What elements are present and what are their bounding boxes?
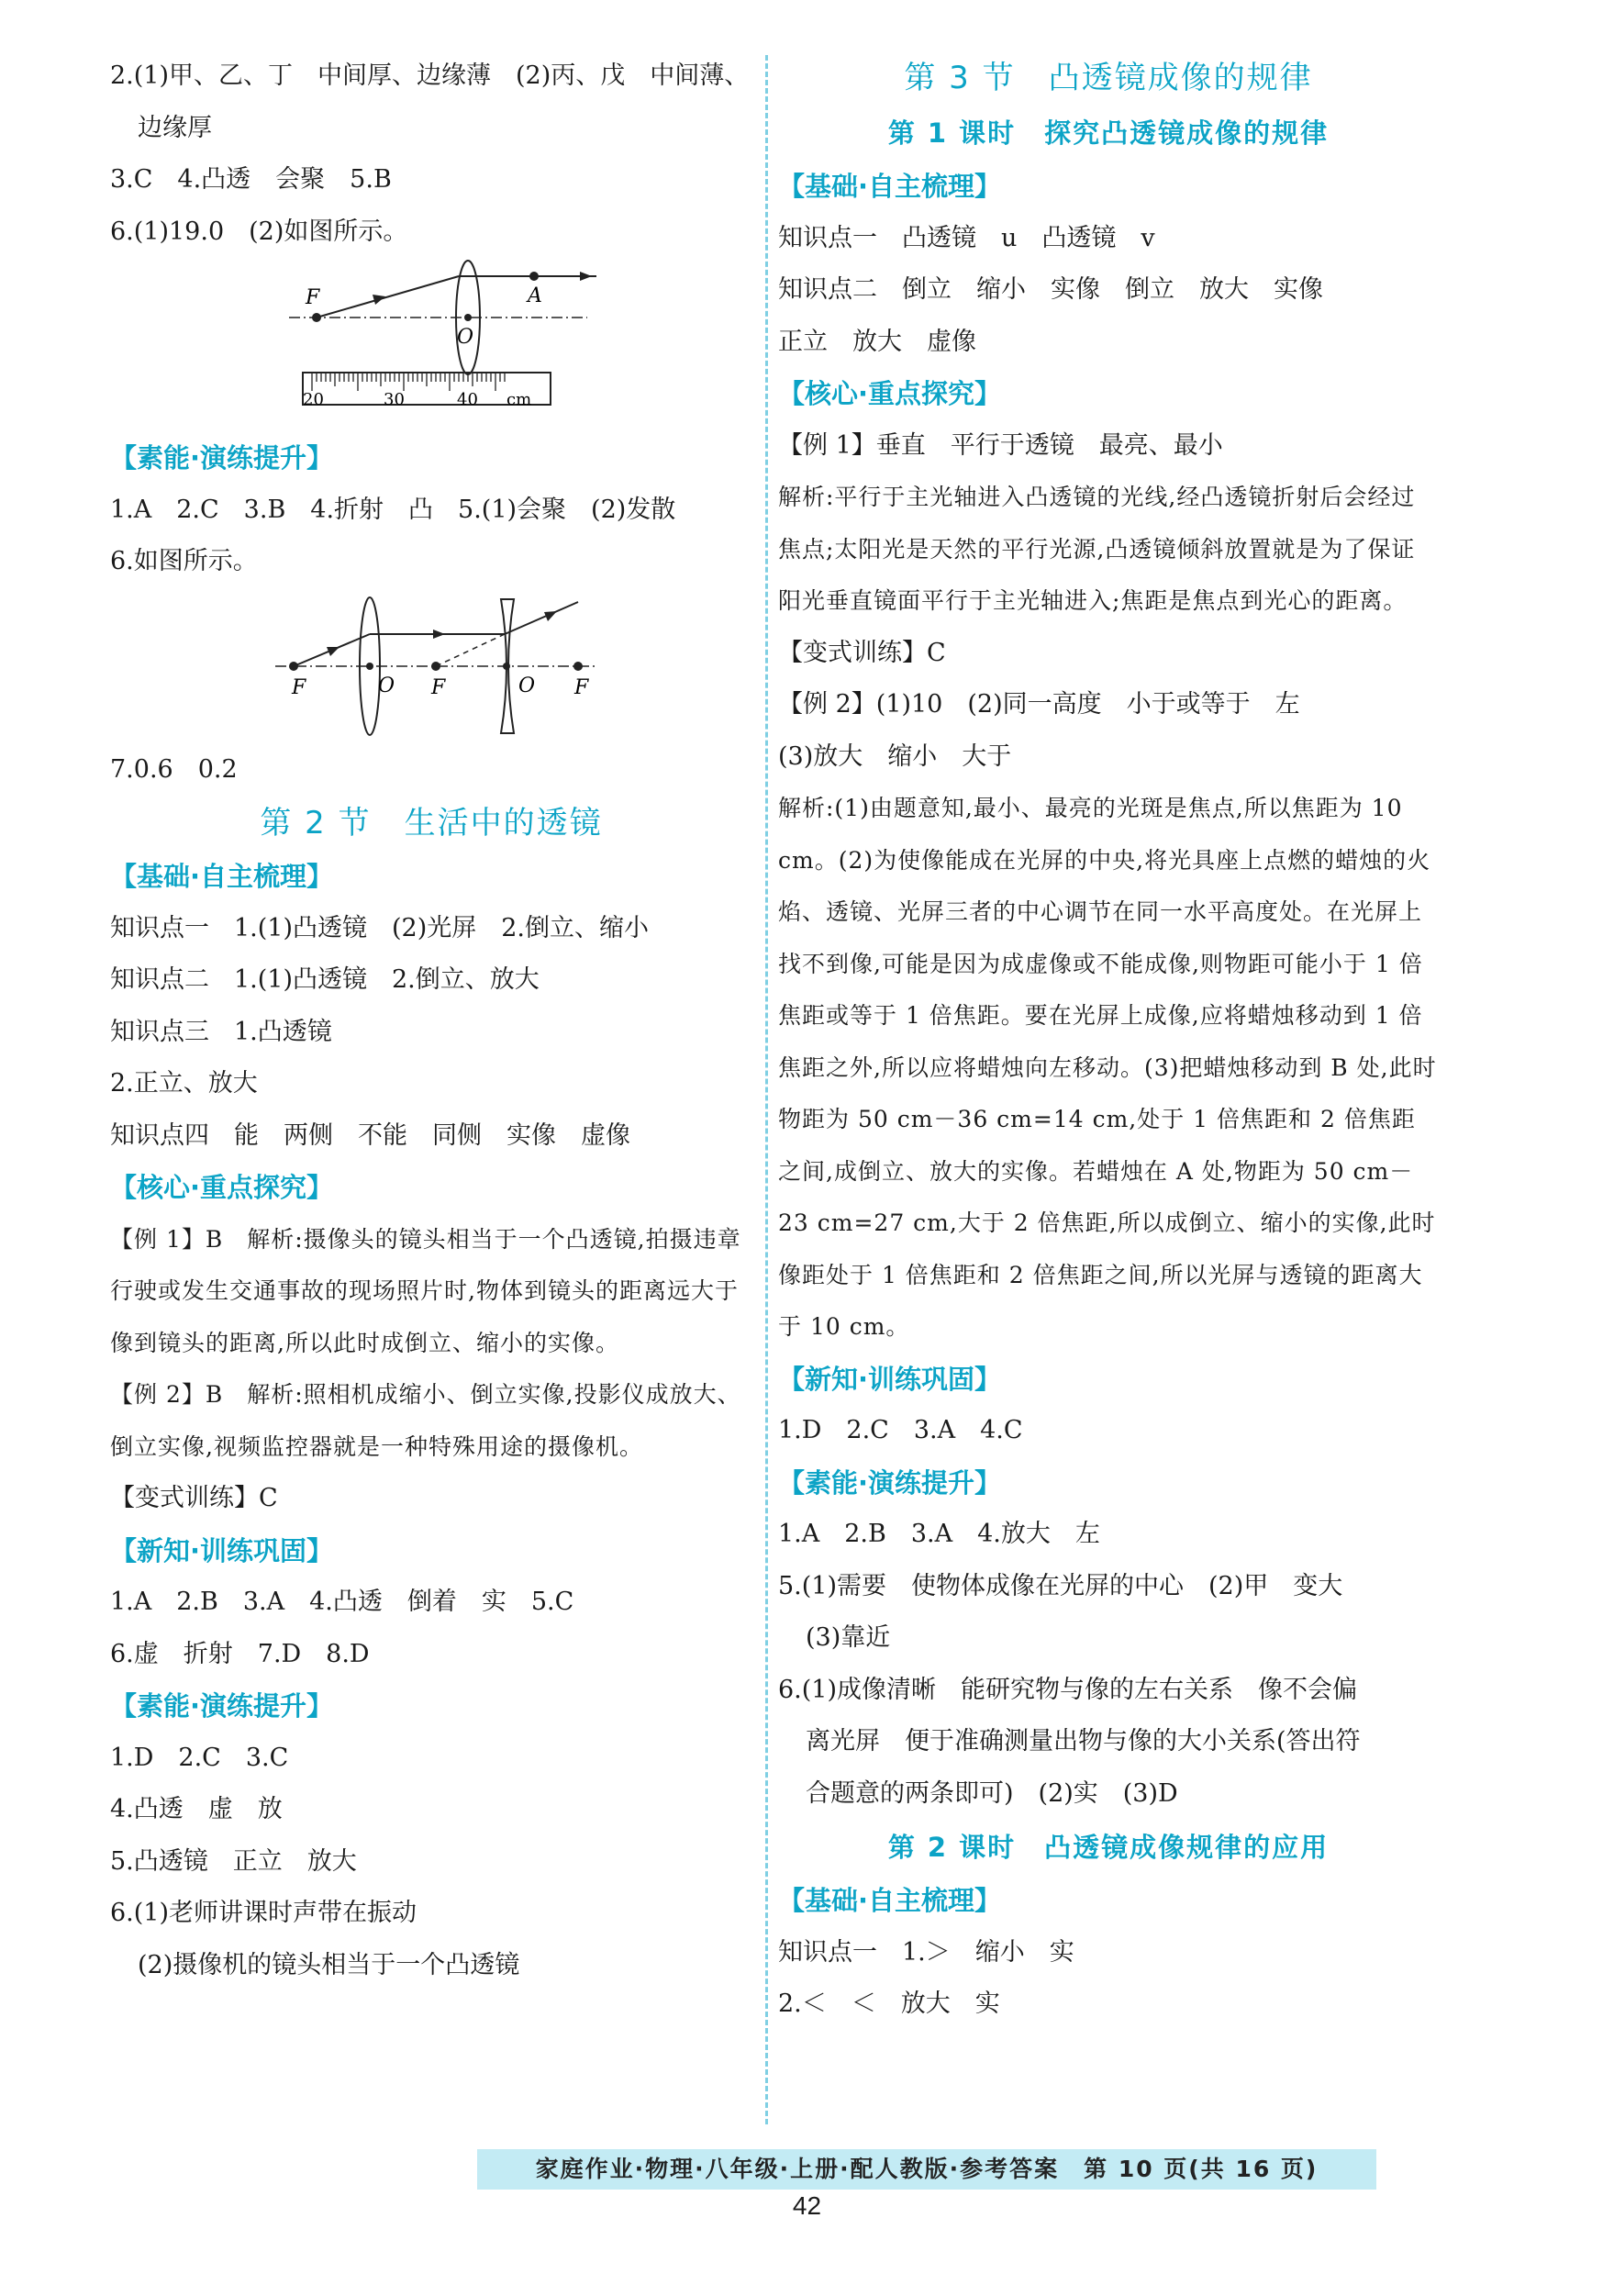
variant-answer: 【变式训练】C [778,638,946,667]
knowledge-point: 2.＜ ＜ 放大 实 [778,1989,1000,2018]
answer-line: 3.C 4.凸透 会聚 5.B [110,165,392,194]
knowledge-point: 知识点三 1.凸透镜 [110,1017,332,1046]
section-header-suneng: 【素能·演练提升】 [110,442,334,474]
knowledge-point: 正立 放大 虚像 [778,327,976,356]
section-header-jichu: 【基础·自主梳理】 [110,861,334,892]
lens-ruler-figure [110,258,752,432]
optical-center-label: O [457,326,474,349]
left-column [110,50,752,1991]
answer-line: 2.(1)甲、乙、丁 中间厚、边缘薄 (2)丙、戊 中间薄、 [110,61,750,90]
answer-line: 5.凸透镜 正立 放大 [110,1846,357,1876]
answer-line: 6.(1)19.0 (2)如图所示。 [110,217,408,246]
optical-center-label: O [378,674,395,697]
answer-line: (3)靠近 [806,1623,891,1652]
lesson-title: 第 2 课时 凸透镜成像规律的应用 [887,1832,1330,1863]
example-answer: 【例 2】(1)10 (2)同一高度 小于或等于 左 [778,690,1300,719]
ruler-tick-label: 20 [303,390,324,409]
answer-line: 4.凸透 虚 放 [110,1795,283,1823]
knowledge-point: 知识点二 1.(1)凸透镜 2.倒立、放大 [110,965,540,994]
section-header-jichu: 【基础·自主梳理】 [778,171,1002,202]
knowledge-point: 知识点一 1.＞ 缩小 实 [778,1937,1074,1967]
ruler-tick-label: 40 [457,390,478,409]
page-number: 42 [792,2191,822,2220]
focus-label: F [431,675,446,699]
example-analysis: 解析:(1)由题意知,最小、最亮的光斑是焦点,所以焦距为 10 cm。(2)为使像能成在光屏的中央,将光具座上点燃的蜡烛的火焰、透镜、光屏三者的中心调节在同一水平高度处。在光屏上找不到像,可能是因为成虚像或不能成像,则物距可能小于 1 倍焦距或等于 1 倍焦距。要在光屏上成像,应将蜡烛移动到 1 倍焦距之外,所以应将蜡烛向左移动。(3)把蜡烛移动到 B 处,此时物距为 50 cm－36 cm=14 cm,处于 1 倍焦距和 2 倍焦距之间,成倒立、放大的实像。若蜡烛在 A 处,物距为 50 cm－23 cm=27 cm,大于 2 倍焦距,所以成倒立、缩小的实像,此时像距处于 1 倍焦距和 2 倍焦距之间,所以光屏与透镜的距离大于 10 cm。 [778,795,1437,1340]
answer-line: 6.虚 折射 7.D 8.D [110,1639,370,1668]
answer-line: 离光屏 便于准确测量出物与像的大小关系(答出符 [806,1727,1361,1755]
point-a-label: A [528,284,542,307]
lens-combination-figure [110,588,752,744]
answer-line: 6.(1)成像清晰 能研究物与像的左右关系 像不会偏 [778,1675,1358,1704]
example-analysis: 解析:平行于主光轴进入凸透镜的光线,经凸透镜折射后会经过焦点;太阳光是天然的平行光源,凸透镜倾斜放置就是为了保证阳光垂直镜面平行于主光轴进入;焦距是焦点到光心的距离。 [778,484,1416,614]
section-header-hexin: 【核心·重点探究】 [778,378,1002,409]
optical-center-label: O [518,674,536,697]
answer-line: 6.如图所示。 [110,547,258,575]
answer-line: 1.A 2.B 3.A 4.放大 左 [778,1520,1100,1548]
answer-line: 6.(1)老师讲课时声带在振动 [110,1899,417,1927]
page-footer-banner: 家庭作业·物理·八年级·上册·配人教版·参考答案 第 10 页(共 16 页) [477,2149,1376,2190]
section-header-jichu: 【基础·自主梳理】 [778,1885,1002,1916]
answer-line: 1.A 2.C 3.B 4.折射 凸 5.(1)会聚 (2)发散 [110,495,676,524]
variant-answer: 【变式训练】C [110,1484,278,1512]
knowledge-point: 知识点一 凸透镜 u 凸透镜 v [778,223,1155,252]
knowledge-point: 知识点四 能 两侧 不能 同侧 实像 虚像 [110,1120,630,1150]
focus-label: F [574,675,589,699]
column-divider [765,55,768,2124]
answer-line: 1.A 2.B 3.A 4.凸透 倒着 实 5.C [110,1588,574,1616]
section-title: 第 2 节 生活中的透镜 [260,805,603,841]
example-answer: 【例 2】B 解析:照相机成缩小、倒立实像,投影仪成放大、倒立实像,视频监控器就是一种特殊用途的摄像机。 [110,1381,741,1460]
section-title: 第 3 节 凸透镜成像的规律 [904,60,1313,96]
focus-label: F [306,286,320,309]
section-header-hexin: 【核心·重点探究】 [110,1172,334,1203]
section-header-xinzhi: 【新知·训练巩固】 [110,1534,334,1566]
ruler-unit-label: cm [506,390,532,409]
answer-line: 边缘厚 [138,113,212,142]
section-header-xinzhi: 【新知·训练巩固】 [778,1363,1002,1395]
focus-label: F [292,675,306,699]
example-answer: (3)放大 缩小 大于 [778,741,1012,771]
knowledge-point: 2.正立、放大 [110,1069,258,1098]
answer-line: 合题意的两条即可) (2)实 (3)D [806,1778,1178,1808]
answer-line: 7.0.6 0.2 [110,754,238,784]
knowledge-point: 知识点二 倒立 缩小 实像 倒立 放大 实像 [778,275,1323,304]
section-header-suneng: 【素能·演练提升】 [110,1690,334,1722]
answer-line: 1.D 2.C 3.C [110,1743,289,1772]
answer-line: 1.D 2.C 3.A 4.C [778,1416,1023,1444]
section-header-suneng: 【素能·演练提升】 [778,1466,1002,1499]
answer-line: (2)摄像机的镜头相当于一个凸透镜 [138,1950,520,1979]
example-answer: 【例 1】垂直 平行于透镜 最亮、最小 [778,430,1223,460]
example-answer: 【例 1】B 解析:摄像头的镜头相当于一个凸透镜,拍摄违章行驶或发生交通事故的现场照片时,物体到镜头的距离远大于像到镜头的距离,所以此时成倒立、缩小的实像。 [110,1225,741,1356]
knowledge-point: 知识点一 1.(1)凸透镜 (2)光屏 2.倒立、缩小 [110,913,650,942]
ruler-tick-label: 30 [384,390,405,409]
lesson-title: 第 1 课时 探究凸透镜成像的规律 [887,117,1330,149]
answer-line: 5.(1)需要 使物体成像在光屏的中心 (2)甲 变大 [778,1571,1343,1600]
right-column [778,50,1439,2031]
